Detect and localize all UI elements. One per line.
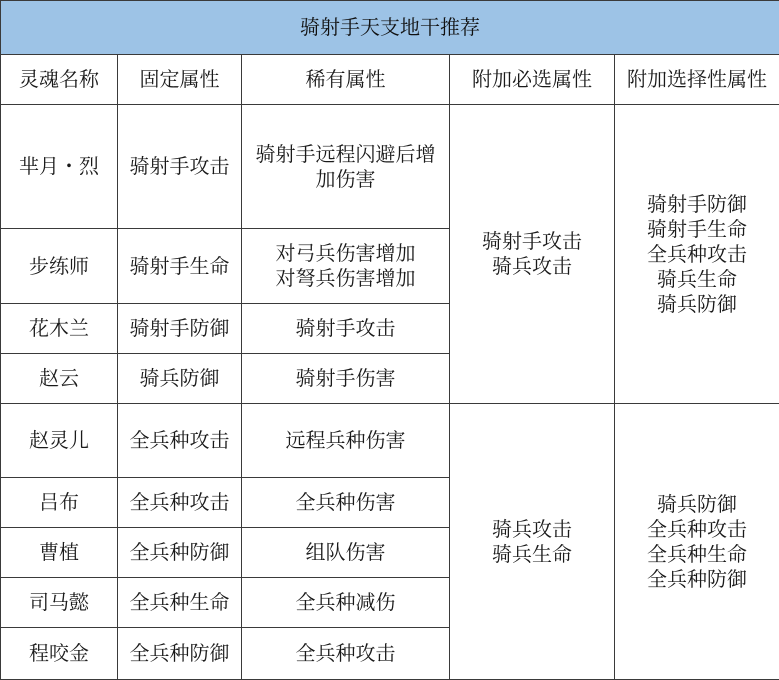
- optional-line: 骑兵生命: [657, 267, 737, 292]
- optional-line: 全兵种生命: [647, 542, 747, 567]
- header-row: [1, 55, 779, 105]
- rare-attr: [242, 105, 450, 229]
- fixed-attr: 骑射手生命: [118, 229, 242, 304]
- fixed-attr: 全兵种攻击: [118, 404, 242, 478]
- soul-name: 程咬金: [1, 628, 118, 680]
- required-line: 骑兵攻击: [492, 517, 572, 542]
- soul-name: 曹植: [1, 528, 118, 578]
- header-rare-attr: 稀有属性: [242, 55, 450, 105]
- optional-line: 全兵种攻击: [647, 517, 747, 542]
- rare-line: 对弩兵伤害增加: [276, 266, 416, 291]
- fixed-attr: 全兵种攻击: [118, 478, 242, 528]
- optional-attr-group-1: [615, 105, 779, 404]
- rare-attr: 全兵种攻击: [242, 628, 450, 680]
- optional-line: 骑射手生命: [647, 217, 747, 242]
- optional-line: 骑兵防御: [657, 292, 737, 317]
- title-row: [1, 1, 779, 55]
- header-optional-attr: 附加选择性属性: [615, 55, 779, 105]
- rare-attr: 骑射手伤害: [242, 354, 450, 404]
- soul-name: 赵云: [1, 354, 118, 404]
- fixed-attr: 全兵种生命: [118, 578, 242, 628]
- table-title: 骑射手天支地干推荐: [1, 1, 779, 55]
- required-line: 骑兵生命: [492, 542, 572, 567]
- optional-line: 骑射手防御: [647, 192, 747, 217]
- required-line: 骑射手攻击: [482, 229, 582, 254]
- soul-name: 司马懿: [1, 578, 118, 628]
- optional-attr-group-2: [615, 404, 779, 680]
- rare-attr: 组队伤害: [242, 528, 450, 578]
- optional-line: 骑兵防御: [657, 492, 737, 517]
- fixed-attr: 骑射手攻击: [118, 105, 242, 229]
- required-attr-group-1: [450, 105, 615, 404]
- header-fixed-attr: 固定属性: [118, 55, 242, 105]
- soul-name: 赵灵儿: [1, 404, 118, 478]
- table-row: [1, 105, 779, 229]
- table-row: [1, 404, 779, 478]
- required-line: 骑兵攻击: [492, 254, 572, 279]
- rare-attr: [242, 229, 450, 304]
- soul-name: 吕布: [1, 478, 118, 528]
- rare-attr: 骑射手攻击: [242, 304, 450, 354]
- header-required-attr: 附加必选属性: [450, 55, 615, 105]
- fixed-attr: 骑兵防御: [118, 354, 242, 404]
- fixed-attr: 全兵种防御: [118, 528, 242, 578]
- fixed-attr: 全兵种防御: [118, 628, 242, 680]
- rare-attr: 远程兵种伤害: [242, 404, 450, 478]
- rare-line: 骑射手远程闪避后增: [256, 142, 436, 167]
- soul-name: 步练师: [1, 229, 118, 304]
- rare-attr: 全兵种伤害: [242, 478, 450, 528]
- rare-line: 对弓兵伤害增加: [276, 241, 416, 266]
- rare-line: 加伤害: [316, 167, 376, 192]
- header-soul-name: 灵魂名称: [1, 55, 118, 105]
- optional-line: 全兵种攻击: [647, 242, 747, 267]
- soul-name: 芈月・烈: [1, 105, 118, 229]
- rare-attr: 全兵种减伤: [242, 578, 450, 628]
- required-attr-group-2: [450, 404, 615, 680]
- optional-line: 全兵种防御: [647, 567, 747, 592]
- soul-name: 花木兰: [1, 304, 118, 354]
- fixed-attr: 骑射手防御: [118, 304, 242, 354]
